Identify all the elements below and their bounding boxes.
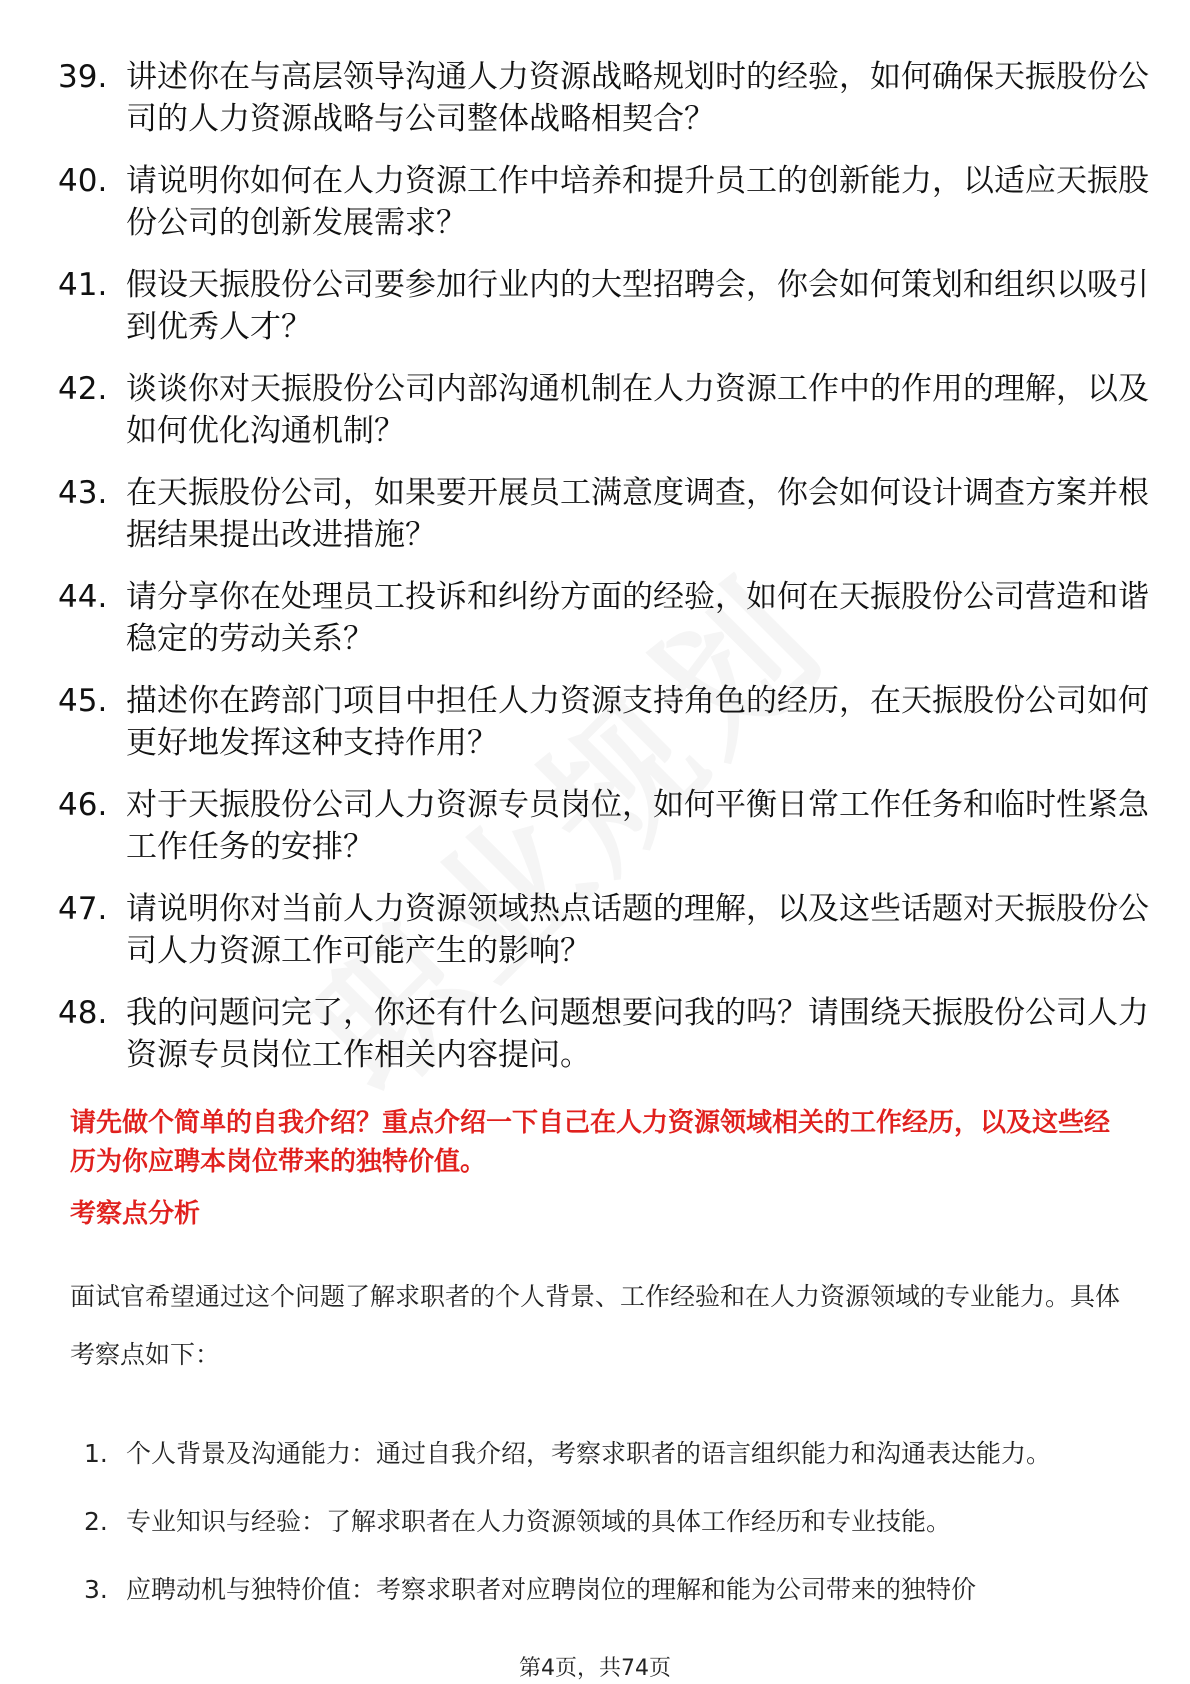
question-number: 44. [58,579,108,615]
point-text: 应聘动机与独特价值：考察求职者对应聘岗位的理解和能为公司带来的独特价 [126,1575,977,1604]
question-item [58,368,1149,472]
analysis-title: 考察点分析 [70,1199,201,1229]
point-number: 1. [84,1439,108,1468]
question-number: 48. [58,995,108,1031]
question-text: 对于天振股份公司人力资源专员岗位，如何平衡日常工作任务和临时性紧急工作任务的安排？ [126,787,1149,865]
question-text: 描述你在跨部门项目中担任人力资源支持角色的经历，在天振股份公司如何更好地发挥这种支持作用？ [126,683,1149,761]
highlight-question: 请先做个简单的自我介绍？重点介绍一下自己在人力资源领域相关的工作经历，以及这些经历为你应聘本岗位带来的独特价值。 [70,1108,1111,1177]
question-item [58,680,1149,784]
point-text: 个人背景及沟通能力：通过自我介绍，考察求职者的语言组织能力和沟通表达能力。 [126,1439,1052,1468]
question-item [58,472,1149,576]
question-item [58,576,1149,680]
question-text: 请说明你如何在人力资源工作中培养和提升员工的创新能力，以适应天振股份公司的创新发展需求？ [126,163,1149,241]
question-text: 谈谈你对天振股份公司内部沟通机制在人力资源工作中的作用的理解，以及如何优化沟通机制？ [126,371,1149,449]
list-item [84,1425,1124,1483]
question-number: 41. [58,267,108,303]
question-number: 42. [58,371,108,407]
point-number: 3. [84,1575,108,1604]
analysis-intro: 面试官希望通过这个问题了解求职者的个人背景、工作经验和在人力资源领域的专业能力。具体考察点如下： [70,1282,1121,1369]
question-number: 39. [58,59,108,95]
question-text: 我的问题问完了，你还有什么问题想要问我的吗？请围绕天振股份公司人力资源专员岗位工作相关内容提问。 [126,995,1149,1073]
question-list [58,56,1149,1096]
question-item [58,56,1149,160]
question-text: 请说明你对当前人力资源领域热点话题的理解，以及这些话题对天振股份公司人力资源工作可能产生的影响？ [126,891,1149,969]
question-item [58,784,1149,888]
question-text: 请分享你在处理员工投诉和纠纷方面的经验，如何在天振股份公司营造和谐稳定的劳动关系？ [126,579,1149,657]
question-number: 40. [58,163,108,199]
list-item [84,1493,1124,1551]
page-footer: 第4页，共74页 [519,1656,671,1681]
question-number: 43. [58,475,108,511]
question-text: 讲述你在与高层领导沟通人力资源战略规划时的经验，如何确保天振股份公司的人力资源战略与公司整体战略相契合？ [126,59,1149,137]
question-text: 在天振股份公司，如果要开展员工满意度调查，你会如何设计调查方案并根据结果提出改进措施？ [126,475,1149,553]
question-number: 46. [58,787,108,823]
question-item [58,264,1149,368]
point-text: 专业知识与经验：了解求职者在人力资源领域的具体工作经历和专业技能。 [126,1507,952,1536]
question-item [58,160,1149,264]
list-item [84,1561,1124,1619]
question-text: 假设天振股份公司要参加行业内的大型招聘会，你会如何策划和组织以吸引到优秀人才？ [126,267,1149,345]
question-number: 45. [58,683,108,719]
question-item [58,992,1149,1096]
analysis-points [84,1425,1124,1629]
question-number: 47. [58,891,108,927]
point-number: 2. [84,1507,108,1536]
question-item [58,888,1149,992]
